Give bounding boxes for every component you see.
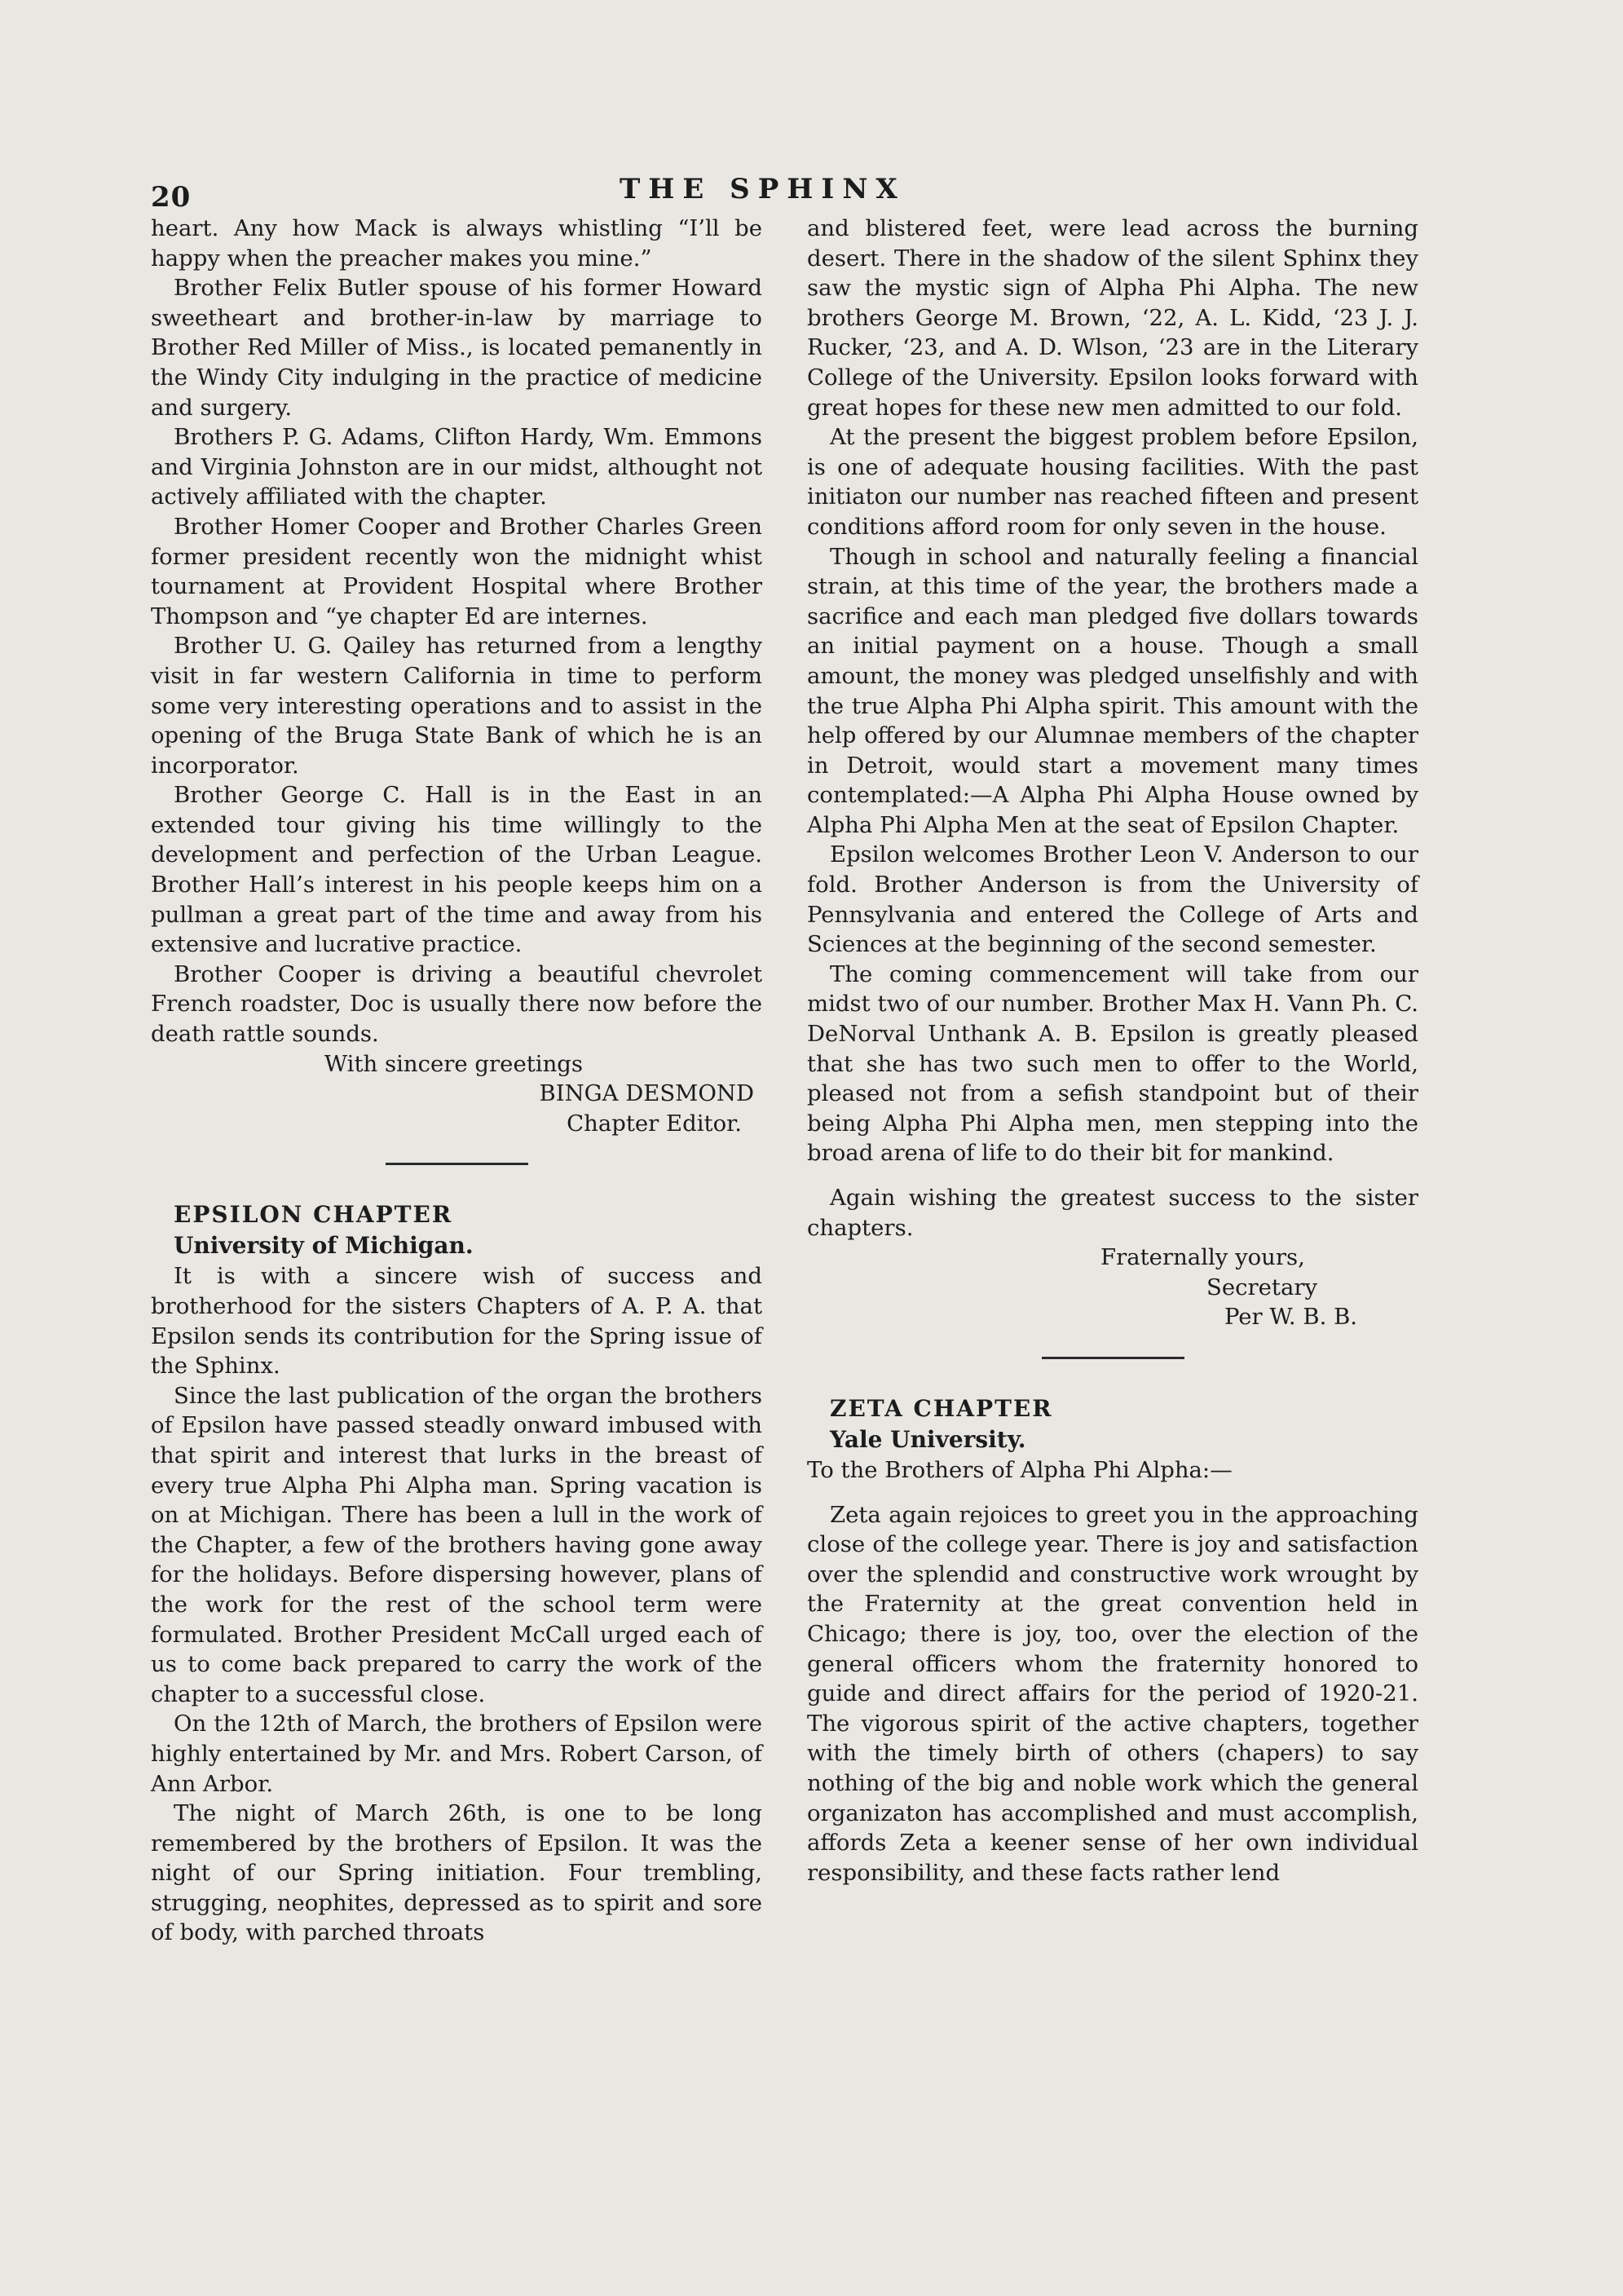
left-column — [151, 214, 762, 1948]
signature-title: Chapter Editor. — [567, 1110, 742, 1137]
paragraph: It is with a sincere wish of success and brotherhood for the sisters Chapters of A. P. A. that Epsilon sends its contribution for the Spring issue of the Sphinx. — [151, 1263, 762, 1380]
paragraph: Brother U. G. Qailey has returned from a lengthy visit in far western California in time to perform some very interesting operations and to assist in the opening of the Bruga State Bank of which he is an incorporator. — [151, 633, 762, 779]
paragraph: Epsilon welcomes Brother Leon V. Anderson to our fold. Brother Anderson is from the University of Pennsylvania and entered the College of Arts and Sciences at the beginning of the second semester. — [807, 841, 1418, 958]
section-divider — [386, 1163, 528, 1165]
paragraph: and blistered feet, were lead across the burning desert. There in the shadow of the silent Sphinx they saw the mystic sign of Alpha Phi Alpha. The new brothers George M. Brown, ‘22, A. L. Kidd, ‘23 J. J. Rucker, ‘23, and A. D. Wlson, ‘23 are in the Literary College of the University. Epsilon looks forward with great hopes for these new men admitted to our fold. — [807, 215, 1418, 421]
chapter-editor-signature — [151, 1049, 762, 1139]
paragraph: Again wishing the greatest success to the sister chapters. — [807, 1185, 1418, 1241]
paragraph: heart. Any how Mack is always whistling “I’ll be happy when the preacher makes you mine.” — [151, 215, 762, 272]
zeta-chapter-university: Yale University. — [830, 1425, 1026, 1453]
page-number: 20 — [151, 181, 192, 214]
epsilon-chapter-university: University of Michigan. — [174, 1232, 474, 1260]
paragraph: The night of March 26th, is one to be long remembered by the brothers of Epsilon. It was the night of our Spring initiation. Four trembling, strugging, neophites, depressed as to spirit and sore of body, with parched throats — [151, 1800, 762, 1946]
running-title: THE SPHINX — [620, 173, 906, 205]
paragraph: Brother George C. Hall is in the East in an extended tour giving his time willingly to the development and perfection of the Urban League. Brother Hall’s interest in his people keeps him on a pullman a great part of the time and away from his extensive and lucrative practice. — [151, 782, 762, 958]
paragraph: Brother Homer Cooper and Brother Charles Green former president recently won the midnight whist tournament at Provident Hospital where Brother Thompson and “ye chapter Ed are internes. — [151, 513, 762, 629]
signature-name: BINGA DESMOND — [539, 1080, 754, 1107]
closing-initials: Per W. B. B. — [1224, 1304, 1358, 1331]
closing-valediction: Fraternally yours, — [1100, 1244, 1305, 1271]
epsilon-chapter-heading: EPSILON CHAPTER — [174, 1201, 453, 1229]
paragraph: The coming commencement will take from our midst two of our number. Brother Max H. Vann Ph. C. DeNorval Unthank A. B. Epsilon is greatly pleased that she has two such men to offer to the World, pleased not from a sefish standpoint but of their being Alpha Phi Alpha men, men stepping into the broad arena of life to do their bit for mankind. — [807, 960, 1418, 1167]
right-column — [807, 214, 1418, 1888]
paragraph: Though in school and naturally feeling a financial strain, at this time of the year, the brothers made a sacrifice and each man pledged five dollars towards an initial payment on a house. Though a small amount, the money was pledged unselfishly and with the true Alpha Phi Alpha spirit. This amount with the help offered by our Alumnae members of the chapter in Detroit, would start a movement many times contemplated:—A Alpha Phi Alpha House owned by Alpha Phi Alpha Men at the seat of Epsilon Chapter. — [807, 543, 1418, 838]
paragraph: Brother Cooper is driving a beautiful chevrolet French roadster, Doc is usually there now before the death rattle sounds. — [151, 960, 762, 1048]
closing-role: Secretary — [1206, 1274, 1318, 1300]
paragraph: Since the last publication of the organ the brothers of Epsilon have passed steadly onward imbused with that spirit and interest that lurks in the breast of every true Alpha Phi Alpha man. Spring vacation is on at Michigan. There has been a lull in the work of the Chapter, a few of the brothers having gone away for the holidays. Before dispersing however, plans of the work for the rest of the school term were formulated. Brother President McCall urged each of us to come back prepared to carry the work of the chapter to a successful close. — [151, 1382, 762, 1707]
paragraph: On the 12th of March, the brothers of Epsilon were highly entertained by Mr. and Mrs. Robert Carson, of Ann Arbor. — [151, 1711, 762, 1797]
epsilon-closing — [807, 1243, 1418, 1332]
paragraph: Brother Felix Butler spouse of his former Howard sweetheart and brother-in-law by marriage to Brother Red Miller of Miss., is located pemanently in the Windy City indulging in the practice of medicine and surgery. — [151, 275, 762, 421]
section-divider — [1042, 1357, 1184, 1359]
zeta-chapter-heading: ZETA CHAPTER — [830, 1394, 1053, 1422]
paragraph: Brothers P. G. Adams, Clifton Hardy, Wm. Emmons and Virginia Johnston are in our midst, althought not actively affiliated with the chapter. — [151, 424, 762, 510]
signature-greeting: With sincere greetings — [324, 1050, 583, 1077]
paragraph: At the present the biggest problem before Epsilon, is one of adequate housing facilities. With the past initiaton our number nas reached fifteen and present conditions afford room for only seven in the house. — [807, 424, 1418, 540]
paragraph: Zeta again rejoices to greet you in the approaching close of the college year. There is joy and satisfaction over the splendid and constructive work wrought by the Fraternity at the great convention held in Chicago; there is joy, too, over the election of the general officers whom the fraternity honored to guide and direct affairs for the period of 1920-21. The vigorous spirit of the active chapters, together with the timely birth of others (chapers) to say nothing of the big and noble work which the general organizaton has accomplished and must accomplish, affords Zeta a keener sense of her own individual responsibility, and these facts rather lend — [807, 1501, 1418, 1886]
zeta-salutation: To the Brothers of Alpha Phi Alpha:— — [807, 1456, 1233, 1483]
